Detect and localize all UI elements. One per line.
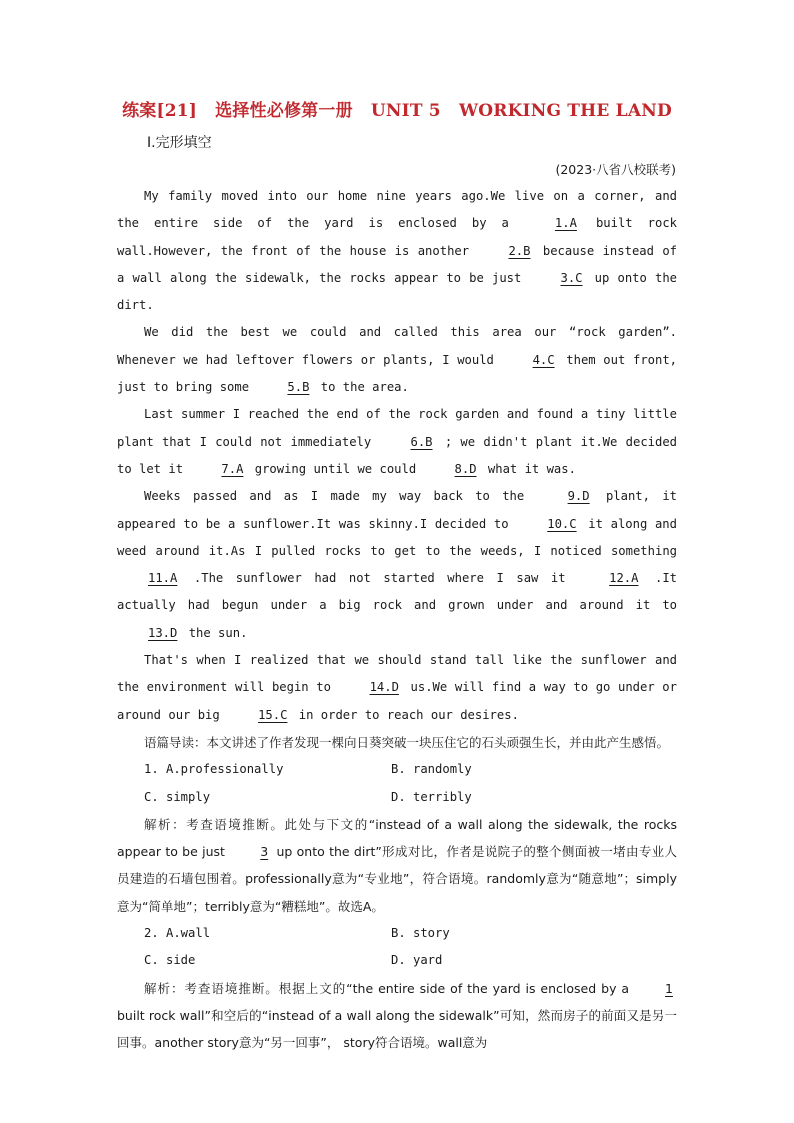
- text-run: Last summer I reached the end of the rock garden and found a tiny little plant that I could not immediately: [117, 407, 677, 449]
- text-run: 解析：考查语境推断。根据上文的“the entire side of the yard is enclosed by a: [144, 980, 630, 996]
- paragraph-4: [117, 483, 677, 647]
- answer-blank-9: 9.D: [567, 489, 590, 504]
- text-run: built rock wall”和空后的“instead of a wall along the sidewalk”可知，然而房子的前面又是另一回事。another story意为“另一回事”， story符合语境。wall意为: [117, 1007, 677, 1051]
- option-1a: 1. A.professionally: [144, 762, 284, 777]
- answer-blank-6: 6.B: [410, 434, 433, 449]
- text-run: plant, it appeared to be a sunflower.It was skinny.I decided to: [117, 489, 677, 531]
- question-1-options-row-1: [117, 756, 677, 783]
- text-run: We did the best we could and called this area our “rock garden”. Whenever we had leftover flowers or plants, I would: [117, 325, 677, 367]
- question-2-options-row-2: [117, 947, 677, 974]
- text-run: Weeks passed and as I made my way back to the: [144, 489, 525, 504]
- answer-blank-10: 10.C: [547, 516, 577, 531]
- source-note: (2023·八省八校联考): [555, 162, 676, 177]
- text-run: 解析：考查语境推断。此处与下文的“instead of a wall along the sidewalk, the rocks appear to be just: [117, 816, 677, 860]
- answer-blank-12: 12.A: [609, 571, 639, 586]
- question-2-explanation: [117, 975, 677, 1057]
- question-1-options-row-2: [117, 784, 677, 811]
- answer-blank-11: 11.A: [148, 571, 178, 586]
- text-run: My family moved into our home nine years ago.We live on a corner, and the entire side of the yard is enclosed by a: [117, 189, 677, 231]
- answer-blank-8: 8.D: [454, 461, 477, 476]
- paragraph-1: [117, 183, 677, 319]
- unit-number: UNIT 5: [370, 101, 441, 121]
- text-run: what it was.: [487, 461, 576, 476]
- answer-blank-1: 1.A: [554, 216, 577, 231]
- passage-guide: 语篇导读：本文讲述了作者发现一棵向日葵突破一块压住它的石头顽强生长，并由此产生感悟。: [144, 734, 670, 750]
- passage-body: [117, 183, 677, 1057]
- answer-blank-7: 7.A: [221, 461, 244, 476]
- book-name: 选择性必修第一册: [215, 101, 353, 121]
- option-2b: B. story: [391, 926, 450, 941]
- exercise-label: 练案[21]: [122, 101, 198, 121]
- option-2d: D. yard: [391, 953, 443, 968]
- text-run: growing until we could: [254, 461, 417, 476]
- page-title: [0, 96, 794, 121]
- answer-blank-13: 13.D: [148, 625, 178, 640]
- answer-blank-14: 14.D: [369, 680, 399, 695]
- text-run: up onto the dirt.: [117, 270, 677, 313]
- text-run: .It actually had begun under a big rock and grown under and around it to: [117, 571, 678, 613]
- text-run: because instead of a wall along the sidewalk, the rocks appear to be just: [117, 243, 677, 285]
- option-2c: C. side: [144, 953, 196, 968]
- option-1c: C. simply: [144, 789, 211, 804]
- answer-blank-5: 5.B: [287, 380, 310, 395]
- answer-blank-15: 15.C: [258, 707, 288, 722]
- text-run: in order to reach our desires.: [298, 707, 519, 722]
- unit-title: WORKING THE LAND: [458, 101, 672, 121]
- paragraph-5: [117, 647, 677, 729]
- text-run: it along and weed around it.As I pulled rocks to get to the weeds, I noticed something: [117, 516, 677, 558]
- answer-blank-3: 3.C: [560, 270, 583, 285]
- option-1b: B. randomly: [391, 762, 472, 777]
- explanation-blank: 3: [260, 844, 269, 860]
- question-1-explanation: [117, 811, 677, 920]
- option-2a: 2. A.wall: [144, 926, 211, 941]
- answer-blank-2: 2.B: [508, 243, 531, 258]
- text-run: the sun.: [188, 625, 248, 640]
- explanation-blank: 1: [665, 980, 673, 996]
- paragraph-3: [117, 401, 677, 483]
- option-1d: D. terribly: [391, 789, 472, 804]
- text-run: .The sunflower had not started where I saw it: [193, 571, 566, 586]
- text-run: built rock wall.However, the front of the house is another: [117, 216, 677, 258]
- text-run: ; we didn't plant it.We decided to let it: [117, 434, 678, 476]
- paragraph-2: [117, 319, 677, 401]
- text-run: them out front, just to bring some: [117, 352, 678, 395]
- text-run: us.We will find a way to go under or around our big: [117, 680, 677, 722]
- text-run: to the area.: [320, 380, 409, 395]
- text-run: That's when I realized that we should stand tall like the sunflower and the environment will begin to: [117, 653, 677, 695]
- text-run: up onto the dirt”形成对比，作者是说院子的整个侧面被一堵由专业人员建造的石墙包围着。professionally意为“专业地”，符合语境。randomly意为“随意地”；simply意为“简单地”；terribly意为“糟糕地”。故选A。: [117, 844, 677, 914]
- answer-blank-4: 4.C: [532, 352, 555, 367]
- question-2-options-row-1: [117, 920, 677, 947]
- section-title: Ⅰ.完形填空: [147, 135, 212, 151]
